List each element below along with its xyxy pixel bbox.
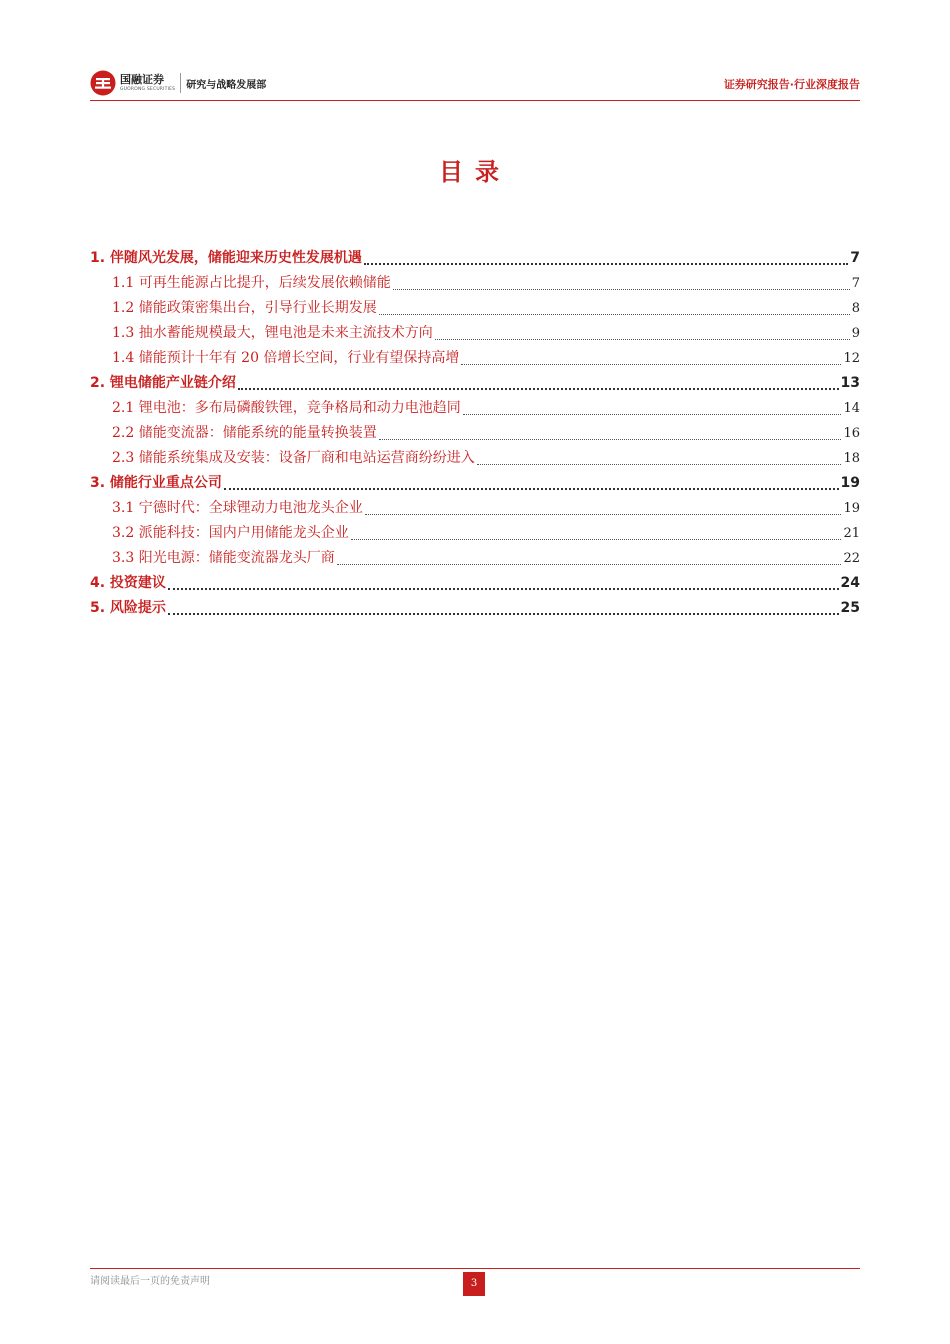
toc-page-number: 16 bbox=[843, 426, 860, 441]
toc-leader-dots bbox=[238, 387, 839, 390]
toc-leader-dots bbox=[364, 262, 848, 265]
table-of-contents bbox=[90, 246, 860, 621]
toc-page-number: 7 bbox=[850, 250, 860, 266]
toc-leader-dots bbox=[337, 563, 842, 565]
logo-text bbox=[120, 74, 175, 93]
toc-leader-dots bbox=[224, 487, 839, 490]
toc-label: 3.1 宁德时代：全球锂动力电池龙头企业 bbox=[112, 500, 363, 516]
toc-page-number: 8 bbox=[851, 301, 860, 316]
toc-section[interactable] bbox=[90, 346, 860, 371]
toc-chapter[interactable] bbox=[90, 246, 860, 271]
toc-page-number: 9 bbox=[851, 326, 860, 341]
toc-label: 1.4 储能预计十年有 20 倍增长空间，行业有望保持高增 bbox=[112, 350, 460, 366]
company-logo bbox=[90, 70, 266, 96]
toc-section[interactable] bbox=[90, 296, 860, 321]
logo-name: 国融证券 bbox=[120, 72, 164, 86]
toc-label: 1.3 抽水蓄能规模最大，锂电池是未来主流技术方向 bbox=[112, 325, 433, 341]
footer-divider bbox=[90, 1268, 860, 1269]
toc-section[interactable] bbox=[90, 546, 860, 571]
toc-label: 2.3 储能系统集成及安装：设备厂商和电站运营商纷纷进入 bbox=[112, 450, 475, 466]
toc-section[interactable] bbox=[90, 396, 860, 421]
toc-section[interactable] bbox=[90, 446, 860, 471]
toc-page-number: 19 bbox=[840, 475, 860, 491]
guorong-logo-icon bbox=[90, 70, 116, 96]
toc-chapter[interactable] bbox=[90, 571, 860, 596]
toc-label: 2.2 储能变流器：储能系统的能量转换装置 bbox=[112, 425, 377, 441]
toc-leader-dots bbox=[365, 513, 842, 515]
toc-page-number: 24 bbox=[840, 575, 860, 591]
page-header bbox=[90, 62, 860, 101]
toc-section[interactable] bbox=[90, 521, 860, 546]
page-title: 目录 bbox=[439, 158, 511, 186]
toc-label: 2. 锂电储能产业链介绍 bbox=[90, 375, 236, 391]
toc-label: 1.1 可再生能源占比提升，后续发展依赖储能 bbox=[112, 275, 391, 291]
toc-label: 2.1 锂电池：多布局磷酸铁锂，竞争格局和动力电池趋同 bbox=[112, 400, 461, 416]
toc-label: 1.2 储能政策密集出台，引导行业长期发展 bbox=[112, 300, 377, 316]
toc-chapter[interactable] bbox=[90, 371, 860, 396]
toc-page-number: 18 bbox=[843, 451, 860, 466]
toc-leader-dots bbox=[379, 313, 850, 315]
toc-label: 4. 投资建议 bbox=[90, 575, 166, 591]
toc-page-number: 13 bbox=[840, 375, 860, 391]
toc-page-number: 22 bbox=[843, 551, 860, 566]
toc-page-number: 19 bbox=[843, 501, 860, 516]
toc-leader-dots bbox=[477, 463, 842, 465]
department-name: 研究与战略发展部 bbox=[186, 79, 267, 91]
toc-label: 3.2 派能科技：国内户用储能龙头企业 bbox=[112, 525, 349, 541]
toc-chapter[interactable] bbox=[90, 596, 860, 621]
toc-leader-dots bbox=[393, 288, 850, 290]
toc-section[interactable] bbox=[90, 321, 860, 346]
toc-leader-dots bbox=[351, 538, 842, 540]
toc-leader-dots bbox=[435, 338, 850, 340]
toc-label: 5. 风险提示 bbox=[90, 600, 166, 616]
logo-english: GUORONG SECURITIES bbox=[120, 86, 176, 92]
toc-page-number: 21 bbox=[843, 526, 860, 541]
toc-section[interactable] bbox=[90, 496, 860, 521]
toc-leader-dots bbox=[461, 363, 841, 365]
toc-label: 3.3 阳光电源：储能变流器龙头厂商 bbox=[112, 550, 335, 566]
toc-label: 3. 储能行业重点公司 bbox=[90, 475, 222, 491]
toc-page-number: 14 bbox=[843, 401, 860, 416]
footer-disclaimer: 请阅读最后一页的免责声明 bbox=[90, 1276, 210, 1287]
logo-divider bbox=[180, 73, 181, 93]
toc-chapter[interactable] bbox=[90, 471, 860, 496]
toc-page-number: 7 bbox=[851, 276, 860, 291]
toc-section[interactable] bbox=[90, 271, 860, 296]
toc-page-number: 12 bbox=[843, 351, 860, 366]
toc-leader-dots bbox=[463, 413, 842, 415]
toc-label: 1. 伴随风光发展，储能迎来历史性发展机遇 bbox=[90, 250, 362, 266]
report-type: 证券研究报告·行业深度报告 bbox=[723, 78, 860, 91]
page-number: 3 bbox=[463, 1272, 485, 1296]
toc-section[interactable] bbox=[90, 421, 860, 446]
toc-leader-dots bbox=[379, 438, 842, 440]
toc-leader-dots bbox=[168, 587, 839, 590]
toc-leader-dots bbox=[168, 612, 839, 615]
toc-page-number: 25 bbox=[840, 600, 860, 616]
